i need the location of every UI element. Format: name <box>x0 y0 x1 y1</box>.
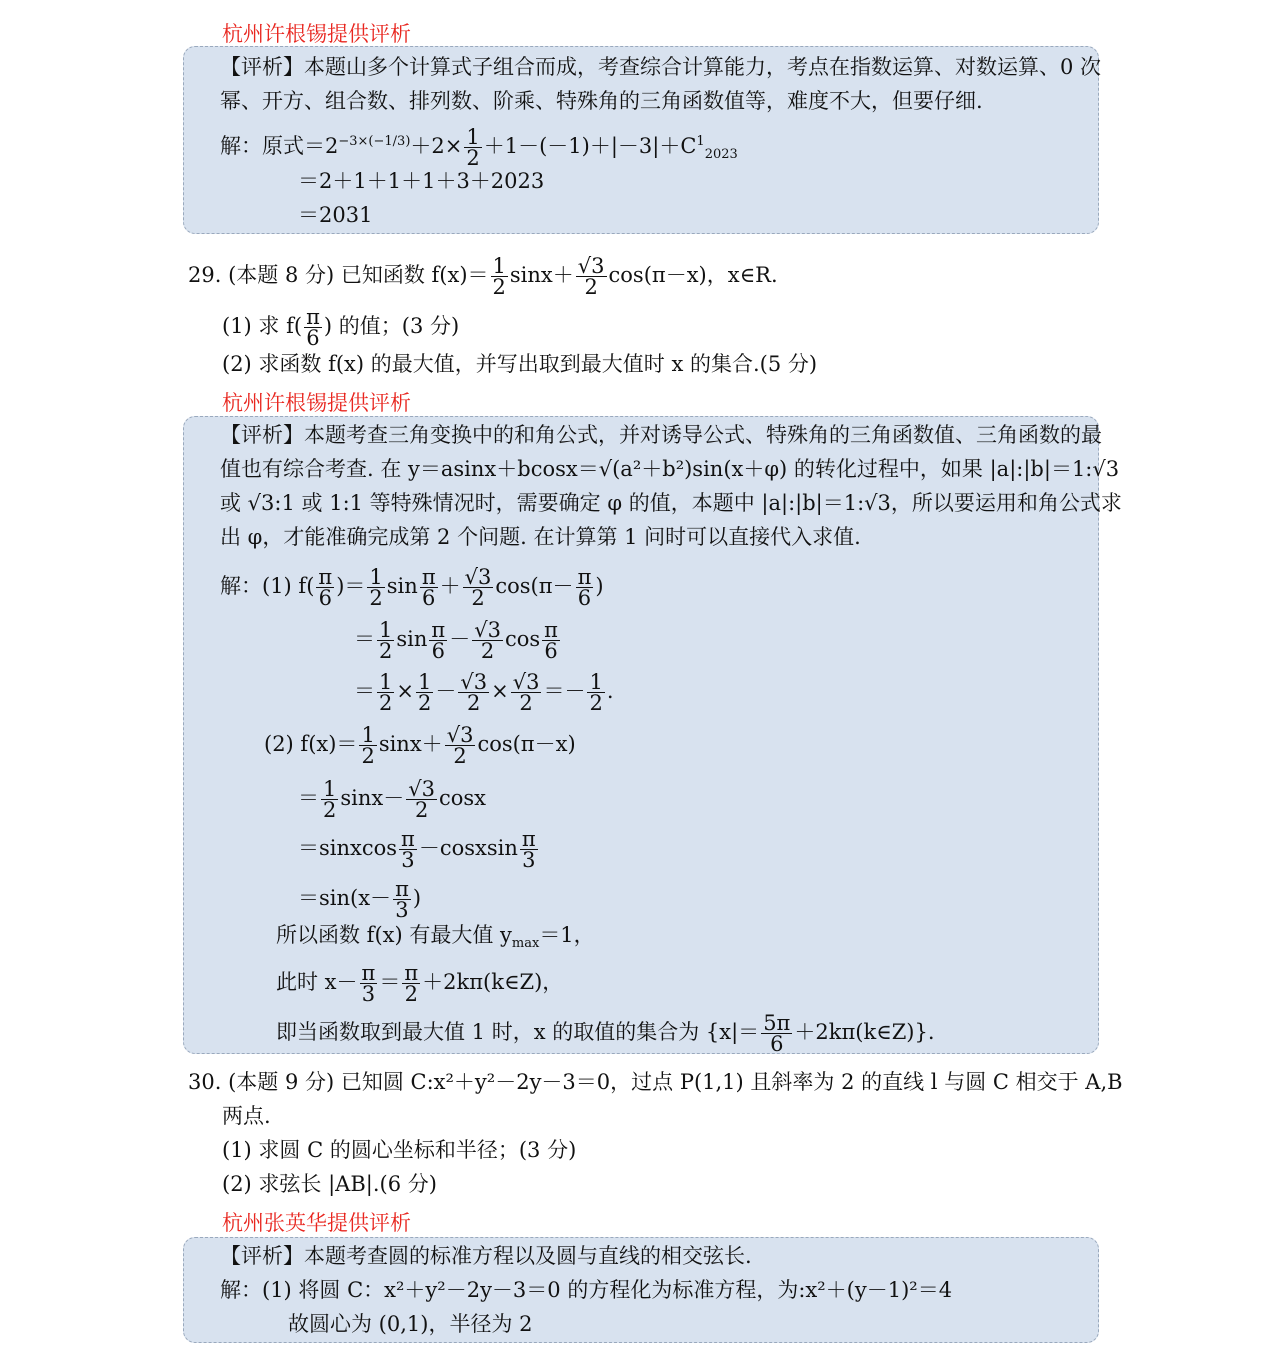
numerator: 1 <box>589 670 603 694</box>
analysis-text: 值也有综合考查. 在 y＝asinx＋bcosx＝√(a²＋b²)sin(x＋φ) 的转化过程中，如果 |a|:|b|＝1:√3 <box>220 457 1120 481</box>
denominator: 2 <box>589 691 603 715</box>
fraction <box>316 567 334 608</box>
solution-text: － <box>435 679 457 703</box>
denominator: 3 <box>395 898 409 922</box>
denominator: 2 <box>467 691 481 715</box>
fraction <box>576 567 594 608</box>
denominator: 6 <box>577 586 592 610</box>
solution-line <box>276 921 595 958</box>
fraction <box>464 127 481 168</box>
numerator: √3 <box>512 670 540 694</box>
solution-text: cos(π－ <box>495 574 574 598</box>
denominator: 2 <box>379 691 393 715</box>
solution-text: ＋1－(－1)＋|－3|＋C <box>483 134 697 158</box>
numerator: √3 <box>460 670 488 694</box>
fraction <box>416 672 433 713</box>
denominator: 3 <box>361 982 376 1006</box>
numerator: π <box>421 565 436 589</box>
solution-text: － <box>449 627 471 651</box>
numerator: 5π <box>763 1011 791 1035</box>
analysis-text: 或 √3:1 或 1:1 等特殊情况时，需要确定 φ 的值，本题中 |a|:|b|＝1:√3，所以要运用和角公式求 <box>220 491 1122 515</box>
fraction <box>491 256 508 297</box>
analysis-text: 【评析】本题考查圆的标准方程以及圆与直线的相交弦长. <box>220 1244 752 1268</box>
solution-line <box>354 672 614 713</box>
fraction <box>367 567 384 608</box>
fraction <box>399 829 417 870</box>
solution-line: 故圆心为 (0,1)，半径为 2 <box>288 1312 533 1336</box>
solution-text: cos(π－x) <box>477 732 576 756</box>
denominator: 6 <box>306 326 320 350</box>
numerator: √3 <box>474 618 501 642</box>
fraction <box>360 963 378 1004</box>
solution-line: ＝2＋1＋1＋1＋3＋2023 <box>298 169 545 193</box>
numerator: π <box>431 618 446 642</box>
solution-text: 解：原式＝2 <box>220 134 339 158</box>
solution-line: 解：(1) 将圆 C：x²＋y²－2y－3＝0 的方程化为标准方程，为:x²＋(y－1)²＝4 <box>220 1278 953 1302</box>
fraction <box>472 620 503 661</box>
fraction <box>520 829 538 870</box>
fraction <box>420 567 438 608</box>
fraction <box>321 779 338 820</box>
denominator: 2 <box>492 275 506 299</box>
solution-line <box>354 620 562 661</box>
solution-line <box>276 1013 935 1054</box>
numerator: π <box>318 565 333 589</box>
solution-line <box>276 963 563 1004</box>
fraction <box>359 725 376 766</box>
numerator: √3 <box>408 777 435 801</box>
fraction <box>458 672 489 713</box>
question-part: (1) 求圆 C 的圆心坐标和半径；(3 分) <box>222 1138 577 1162</box>
numerator: 1 <box>379 618 393 642</box>
solution-line <box>298 779 486 820</box>
solution-text: ＋ <box>439 574 461 598</box>
question-part: (1) 求 f( $\frac{\pi}{6}$ ) 的值；(3 分) <box>222 305 460 350</box>
denominator: 2 <box>453 744 467 768</box>
solution-text: (2) f(x)＝ <box>264 732 358 756</box>
denominator: 2 <box>404 982 418 1006</box>
numerator: √3 <box>446 723 474 747</box>
denominator: 2 <box>519 691 533 715</box>
numerator: 1 <box>492 254 506 278</box>
solution-text: cosx <box>439 786 487 810</box>
question-text: sinx＋ <box>509 263 574 287</box>
solution-text: ＝－ <box>543 679 586 703</box>
solution-line <box>298 829 540 870</box>
numerator: 1 <box>361 723 375 747</box>
solution-text: cos <box>504 627 541 651</box>
numerator: 1 <box>379 670 393 694</box>
numerator: π <box>404 961 419 985</box>
section-header: 杭州张英华提供评析 <box>222 1211 411 1235</box>
denominator: 2 <box>471 586 485 610</box>
solution-text: ＋2kπ(k∈Z)}. <box>794 1020 935 1044</box>
fraction <box>377 672 394 713</box>
fraction <box>377 620 394 661</box>
question-text: cos(π－x)，x∈R. <box>608 263 778 287</box>
denominator: 2 <box>584 275 598 299</box>
solution-text: × <box>491 679 509 703</box>
solution-text: 即当函数取到最大值 1 时，x 的取值的集合为 {x|＝ <box>276 1020 760 1044</box>
numerator: π <box>361 961 376 985</box>
solution-text: × <box>396 679 414 703</box>
denominator: 2 <box>369 586 383 610</box>
numerator: 1 <box>417 670 432 694</box>
solution-text: ＝ <box>354 679 375 703</box>
question-stem: 两点. <box>222 1104 271 1128</box>
question-stem: 30. (本题 9 分) 已知圆 C:x²＋y²－2y－3＝0，过点 P(1,1) 且斜率为 2 的直线 l 与圆 C 相交于 A,B <box>188 1070 1123 1094</box>
numerator: 1 <box>323 777 337 801</box>
denominator: 2 <box>379 639 393 663</box>
denominator: 6 <box>770 1032 784 1056</box>
question-text: 29. (本题 8 分) 已知函数 f(x)＝ <box>188 263 489 287</box>
analysis-box <box>183 46 1102 234</box>
solution-text: 此时 x－ <box>276 970 358 994</box>
fraction <box>542 620 560 661</box>
numerator: 1 <box>369 565 383 589</box>
solution-text: ) <box>595 574 604 598</box>
denominator: 2 <box>480 639 495 663</box>
analysis-text: 【评析】本题山多个计算式子组合而成，考查综合计算能力，考点在指数运算、对数运算、0 次 <box>220 55 1102 79</box>
fraction <box>406 779 437 820</box>
numerator: π <box>577 565 592 589</box>
solution-text: ＋2× <box>410 134 463 158</box>
fraction <box>429 620 447 661</box>
superscript: 1 <box>696 134 705 149</box>
subscript: 2023 <box>704 147 738 163</box>
denominator: 2 <box>466 146 480 170</box>
analysis-text: 【评析】本题考查三角变换中的和角公式，并对诱导公式、特殊角的三角函数值、三角函数的最 <box>220 423 1102 447</box>
fraction <box>511 672 542 713</box>
fraction <box>304 307 322 348</box>
solution-text: 解：(1) f( <box>220 574 315 598</box>
section-header: 杭州许根锡提供评析 <box>222 391 411 415</box>
analysis-box <box>183 1237 1099 1343</box>
denominator: 6 <box>318 586 332 610</box>
solution-line <box>220 127 738 169</box>
denominator: 2 <box>323 798 337 822</box>
numerator: π <box>521 827 536 851</box>
fraction <box>463 567 494 608</box>
denominator: 3 <box>401 848 415 872</box>
question-stem <box>188 256 778 297</box>
solution-text: . <box>606 679 614 703</box>
numerator: 1 <box>466 125 480 149</box>
question-text: (1) 求 f <box>222 314 294 338</box>
solution-text: sinx－ <box>340 786 405 810</box>
fraction <box>576 256 607 297</box>
denominator: 3 <box>522 848 536 872</box>
section-header: 杭州许根锡提供评析 <box>222 22 411 46</box>
question-text: 的值；(3 分) <box>338 314 460 338</box>
solution-text: ＝ <box>354 627 375 651</box>
fraction <box>761 1013 792 1054</box>
solution-text: ＝sin(x－ <box>298 886 392 910</box>
fraction <box>393 879 411 920</box>
denominator: 2 <box>414 798 429 822</box>
fraction <box>445 725 476 766</box>
solution-text: ＝sinxcos <box>298 836 398 860</box>
solution-text: ) <box>412 886 422 910</box>
denominator: 6 <box>422 586 436 610</box>
exponent: −3×(−1/3) <box>338 134 411 149</box>
solution-text: ＋2kπ(k∈Z)， <box>422 970 564 994</box>
numerator: π <box>395 877 409 901</box>
solution-line <box>298 879 421 920</box>
solution-text: ＝1， <box>539 923 595 947</box>
solution-line: ＝2031 <box>298 203 373 227</box>
solution-text: sin <box>396 627 428 651</box>
solution-text: ＝ <box>379 970 401 994</box>
solution-line <box>264 725 576 766</box>
solution-line <box>220 567 604 608</box>
solution-text: sinx＋ <box>378 732 443 756</box>
question-part: (2) 求弦长 |AB|.(6 分) <box>222 1172 437 1196</box>
analysis-box <box>183 416 1122 1056</box>
solution-text: ＝ <box>298 786 319 810</box>
analysis-text: 出 φ，才能准确完成第 2 个问题. 在计算第 1 问时可以直接代入求值. <box>220 525 861 549</box>
fraction <box>587 672 604 713</box>
denominator: 6 <box>431 639 445 663</box>
numerator: √3 <box>464 565 492 589</box>
solution-text: )＝ <box>336 574 366 598</box>
fraction <box>402 963 420 1004</box>
solution-text: 所以函数 f(x) 有最大值 y <box>276 923 512 947</box>
numerator: π <box>544 618 558 642</box>
solution-text: －cosxsin <box>418 836 518 860</box>
denominator: 6 <box>544 639 558 663</box>
question-part: (2) 求函数 f(x) 的最大值，并写出取到最大值时 x 的集合.(5 分) <box>222 352 818 376</box>
denominator: 2 <box>417 691 432 715</box>
numerator: π <box>306 305 320 329</box>
solution-text: sin <box>386 574 418 598</box>
numerator: √3 <box>577 254 605 278</box>
analysis-text: 幂、开方、组合数、排列数、阶乘、特殊角的三角函数值等，难度不大，但要仔细. <box>220 89 983 113</box>
subscript: max <box>511 936 540 952</box>
numerator: π <box>401 827 415 851</box>
denominator: 2 <box>361 744 375 768</box>
